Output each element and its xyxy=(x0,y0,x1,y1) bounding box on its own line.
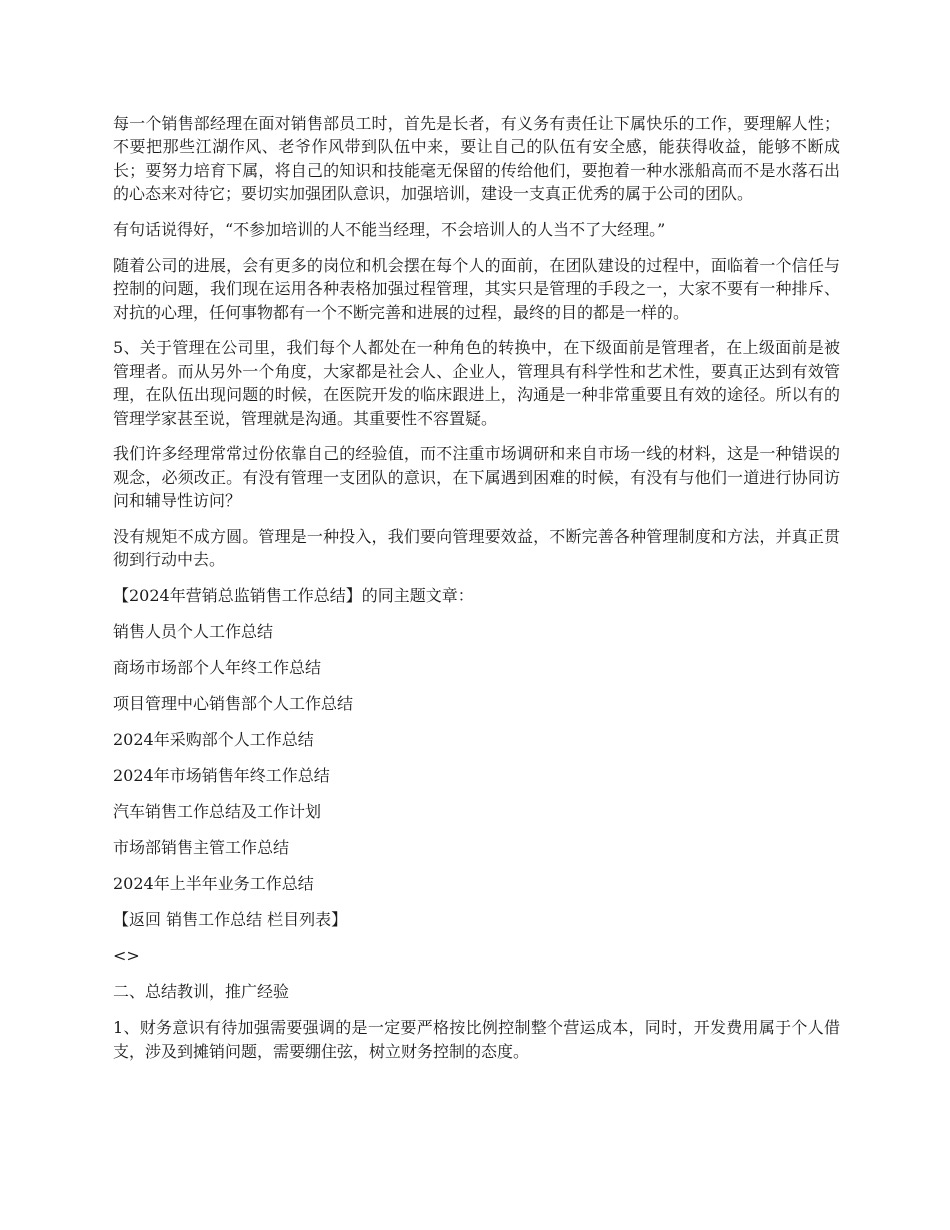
section-heading: 二、总结教训，推广经验 xyxy=(113,982,290,1002)
related-articles-heading: 【2024年营销总监销售工作总结】的同主题文章： xyxy=(113,586,474,606)
paragraph-management: 5、关于管理在公司里，我们每个人都处在一种角色的转换中，在下级面前是管理者，在上级面前是被管理者。而从另外一个角度，大家都是社会人、企业人，管理具有科学性和艺术性，要真正达到有效管理，在队伍出现问题的时候，在医院开发的临床跟进上，沟通是一种非常重要且有效的途径。所以有的管理学家甚至说，管理就是沟通。其重要性不容置疑。 xyxy=(113,338,840,428)
back-to-column-link[interactable]: 【返回 销售工作总结 栏目列表】 xyxy=(113,910,348,930)
paragraph-training-quote: 有句话说得好，“不参加培训的人不能当经理，不会培训人的人当不了大经理。” xyxy=(113,220,666,240)
related-article-link[interactable]: 2024年市场销售年终工作总结 xyxy=(113,766,330,786)
related-article-link[interactable]: 商场市场部个人年终工作总结 xyxy=(113,658,322,678)
related-article-link[interactable]: 汽车销售工作总结及工作计划 xyxy=(113,802,322,822)
related-article-link[interactable]: 2024年上半年业务工作总结 xyxy=(113,874,314,894)
paragraph-trust-control: 随着公司的进展，会有更多的岗位和机会摆在每个人的面前，在团队建设的过程中，面临着一个信任与控制的问题，我们现在运用各种表格加强过程管理，其实只是管理的手段之一，大家不要有一种排斥、对抗的心理，任何事物都有一个不断完善和进展的过程，最终的目的都是一样的。 xyxy=(113,255,840,322)
angle-bracket-marker: <> xyxy=(113,946,140,966)
document-body xyxy=(113,112,840,1075)
related-article-link[interactable]: 销售人员个人工作总结 xyxy=(113,622,274,642)
paragraph-rules: 没有规矩不成方圆。管理是一种投入，我们要向管理要效益，不断完善各种管理制度和方法，并真正贯彻到行动中去。 xyxy=(113,527,840,570)
paragraph-leader-role: 每一个销售部经理在面对销售部员工时，首先是长者，有义务有责任让下属快乐的工作，要理解人性；不要把那些江湖作风、老爷作风带到队伍中来，要让自己的队伍有安全感，能获得收益，能够不断成长；要努力培育下属，将自己的知识和技能毫无保留的传给他们，要抱着一种水涨船高而不是水落石出的心态来对待它；要切实加强团队意识，加强培训，建设一支真正优秀的属于公司的团队。 xyxy=(113,114,840,204)
paragraph-financial-awareness: 1、财务意识有待加强需要强调的是一定要严格按比例控制整个营运成本，同时，开发费用属于个人借支，涉及到摊销问题，需要绷住弦，树立财务控制的态度。 xyxy=(113,1018,840,1061)
related-article-link[interactable]: 项目管理中心销售部个人工作总结 xyxy=(113,694,354,714)
paragraph-experience: 我们许多经理常常过份依靠自己的经验值，而不注重市场调研和来自市场一线的材料，这是一种错误的观念，必须改正。有没有管理一支团队的意识，在下属遇到困难的时候，有没有与他们一道进行协同访问和辅导性访问？ xyxy=(113,444,840,511)
related-article-link[interactable]: 2024年采购部个人工作总结 xyxy=(113,730,314,750)
related-article-link[interactable]: 市场部销售主管工作总结 xyxy=(113,838,290,858)
